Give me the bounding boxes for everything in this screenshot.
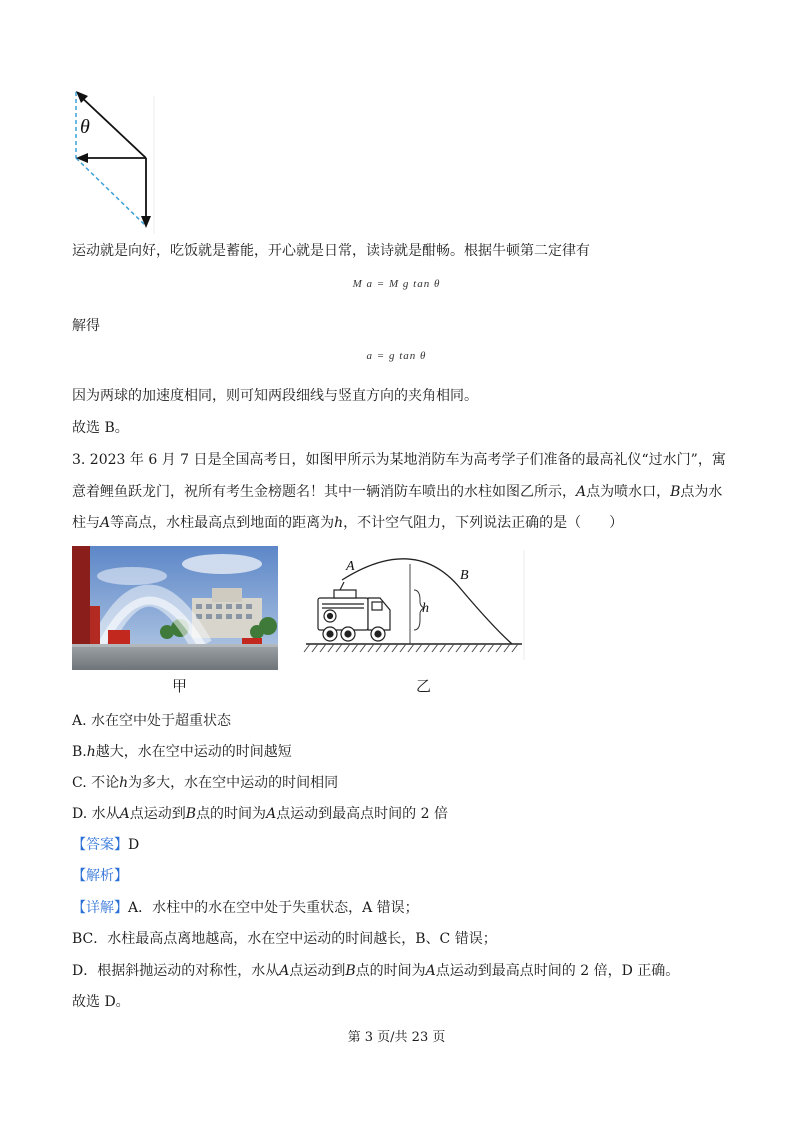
answer-value: D: [128, 837, 140, 853]
answer-line: [72, 835, 139, 855]
equation-2: a = g tan θ: [366, 350, 427, 362]
paragraph-newton: 运动就是向好，吃饭就是蓄能，开心就是日常，读诗就是酣畅。根据牛顿第二定律有: [72, 243, 590, 259]
question-3-line-1: 3. 2023 年 6 月 7 日是全国高考日，如图甲所示为某地消防车为高考学子们准备的最高礼仪“过水门”，寓: [72, 452, 726, 468]
analysis-tag: 【解析】: [72, 868, 128, 884]
d-line: D．根据斜抛运动的对称性，水从A点运动到B点的时间为A点运动到最高点时间的 2 倍，D 正确。: [72, 963, 680, 979]
caption-right: 乙: [416, 677, 432, 695]
fire-truck-water-gate-photo: [72, 546, 278, 670]
answer-tag: 【答案】: [72, 837, 128, 853]
point-a-label: A: [346, 559, 355, 574]
caption-left: 甲: [172, 677, 188, 695]
choose-d: 故选 D。: [72, 994, 130, 1010]
paragraph-conclusion: 因为两球的加速度相同，则可知两段细线与竖直方向的夹角相同。: [72, 388, 478, 404]
label-jiede: 解得: [72, 318, 100, 334]
detail-tag: 【详解】: [72, 900, 128, 916]
point-b-label: B: [460, 568, 469, 583]
equation-1: M a = M g tan θ: [352, 278, 441, 290]
option-d: D. 水从A点运动到B点的时间为A点运动到最高点时间的 2 倍: [72, 806, 448, 822]
question-3-line-2: 意着鲤鱼跃龙门，祝所有考生金榜题名！其中一辆消防车喷出的水柱如图乙所示，A点为喷水口，B点为水: [72, 484, 723, 500]
detail-line: 【详解】A．水柱中的水在空中处于失重状态，A 错误；: [72, 900, 419, 916]
water-trajectory-diagram: [300, 550, 526, 660]
force-vector-diagram: [66, 86, 162, 234]
option-c: C. 不论h为多大，水在空中运动的时间相同: [72, 775, 339, 791]
dashed-diagonal-line: [76, 158, 146, 226]
horizontal-arrowhead: [76, 153, 88, 163]
fire-truck: [318, 582, 390, 641]
theta-label: θ: [80, 116, 90, 138]
question-3-line-3: 柱与A等高点，水柱最高点到地面的距离为h，不计空气阻力，下列说法正确的是（ ）: [72, 515, 624, 531]
height-h-label: h: [422, 601, 429, 616]
choose-b: 故选 B。: [72, 420, 129, 436]
option-a: A. 水在空中处于超重状态: [72, 713, 232, 729]
bc-line: BC．水柱最高点离地越高，水在空中运动的时间越长，B、C 错误；: [72, 931, 497, 947]
page-footer: 第 3 页/共 23 页: [347, 1030, 446, 1045]
option-b: B.h越大，水在空中运动的时间越短: [72, 744, 292, 760]
